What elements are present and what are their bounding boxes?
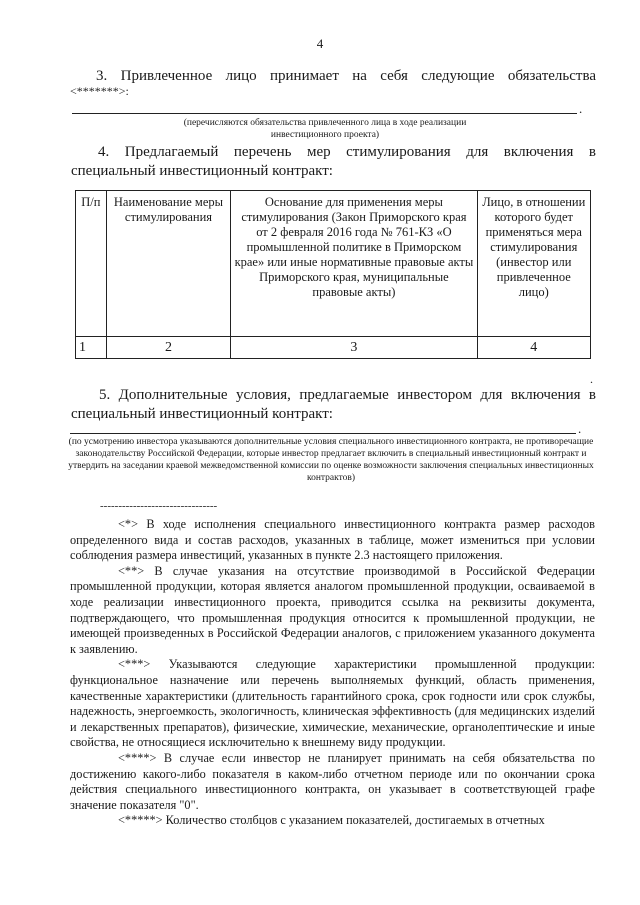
item5-dot: . <box>590 372 593 386</box>
item3-line2: <*******>: <box>70 84 129 98</box>
item5-blank-end: . <box>578 421 582 436</box>
table-cell: 2 <box>106 337 231 359</box>
item3-note: (перечисляются обязательства привлеченного лица в ходе реализации инвестиционного проекта) <box>183 118 467 140</box>
measures-table <box>75 190 591 359</box>
footnote-1: <*> В ходе исполнения специального инвестиционного контракта размер расходов определенного вида и состав расходов, указанных в таблице, может измениться при условии соблюдения размера инвестиций, указанных в пункте 2.3 настоящего приложения. <box>70 517 595 563</box>
header-cell-measure-name: Наименование меры стимулирования <box>106 191 231 337</box>
footnotes <box>70 517 595 829</box>
footnote-2: <**> В случае указания на отсутствие производимой в Российской Федерации промышленной продукции, которая является аналогом промышленной продукции, осваиваемой в ходе реализации инвестиционного проекта, приводится ссылка на реквизиты документа, подтверждающего, что промышленная продукция относится к промышленной продукции, не имеющей произведенных в Российской Федерации аналогов, с приложением указанного документа к заявлению. <box>70 563 595 656</box>
header-cell-person: Лицо, в отношении которого будет применяться мера стимулирования (инвестор или привлеченное лицо) <box>477 191 590 337</box>
table-header-row <box>76 191 591 337</box>
page-number: 4 <box>316 36 324 51</box>
item5-line2: специальный инвестиционный контракт: <box>71 406 333 422</box>
footnote-separator: -------------------------------- <box>100 500 218 512</box>
item5-blank-line <box>70 433 576 434</box>
footnote-3: <***> Указываются следующие характеристики промышленной продукции: функциональное назначение или перечень выполняемых функций, область применения, качественные характеристики (длительность гарантийного срока, срок годности или срок службы, надежность, энергоемкость, экологичность, клиническая эффективность (для медицинских изделий и лекарственных препаратов), физические, химические, механические, органолептические и иные свойства, не относящиеся исключительно к внешнему виду продукции. <box>70 657 595 750</box>
header-cell-basis: Основание для применения меры стимулирования (Закон Приморского края от 2 февраля 2016 года № 761-КЗ «О промышленной политике в Приморском крае» или иные нормативные правовые акты Приморского края, муниципальные правовые акты) <box>231 191 477 337</box>
header-cell-number: П/п <box>76 191 107 337</box>
table-cell: 4 <box>477 337 590 359</box>
footnote-4: <****> В случае если инвестор не планирует принимать на себя обязательства по достижению какого-либо показателя в каком-либо отчетном периоде или по окончании срока действия специального инвестиционного контракта, он указывает в соответствующей графе значение показателя "0". <box>70 750 595 812</box>
item4-line2: специальный инвестиционный контракт: <box>71 163 333 179</box>
table-row <box>76 337 591 359</box>
table-cell: 3 <box>231 337 477 359</box>
footnote-5: <*****> Количество столбцов с указанием показателей, достигаемых в отчетных <box>118 813 545 828</box>
item3-blank-end: . <box>579 101 583 116</box>
item3-blank-line <box>72 113 577 114</box>
item3-line1: 3. Привлеченное лицо принимает на себя следующие обязательства <box>96 68 596 84</box>
table-cell: 1 <box>76 337 107 359</box>
item5-line1: 5. Дополнительные условия, предлагаемые инвестором для включения в <box>99 387 596 403</box>
item4-line1: 4. Предлагаемый перечень мер стимулирования для включения в <box>98 144 596 160</box>
item5-note: (по усмотрению инвестора указываются дополнительные условия специального инвестиционного контракта, не противоречащие законодательству Российской Федерации, которые инвестор предлагает включить в специальный инвестиционный контракт и утвердить на заседании краевой межведомственной комиссии по оценке возможности заключения специальных инвестиционных контрактов) <box>68 437 594 483</box>
